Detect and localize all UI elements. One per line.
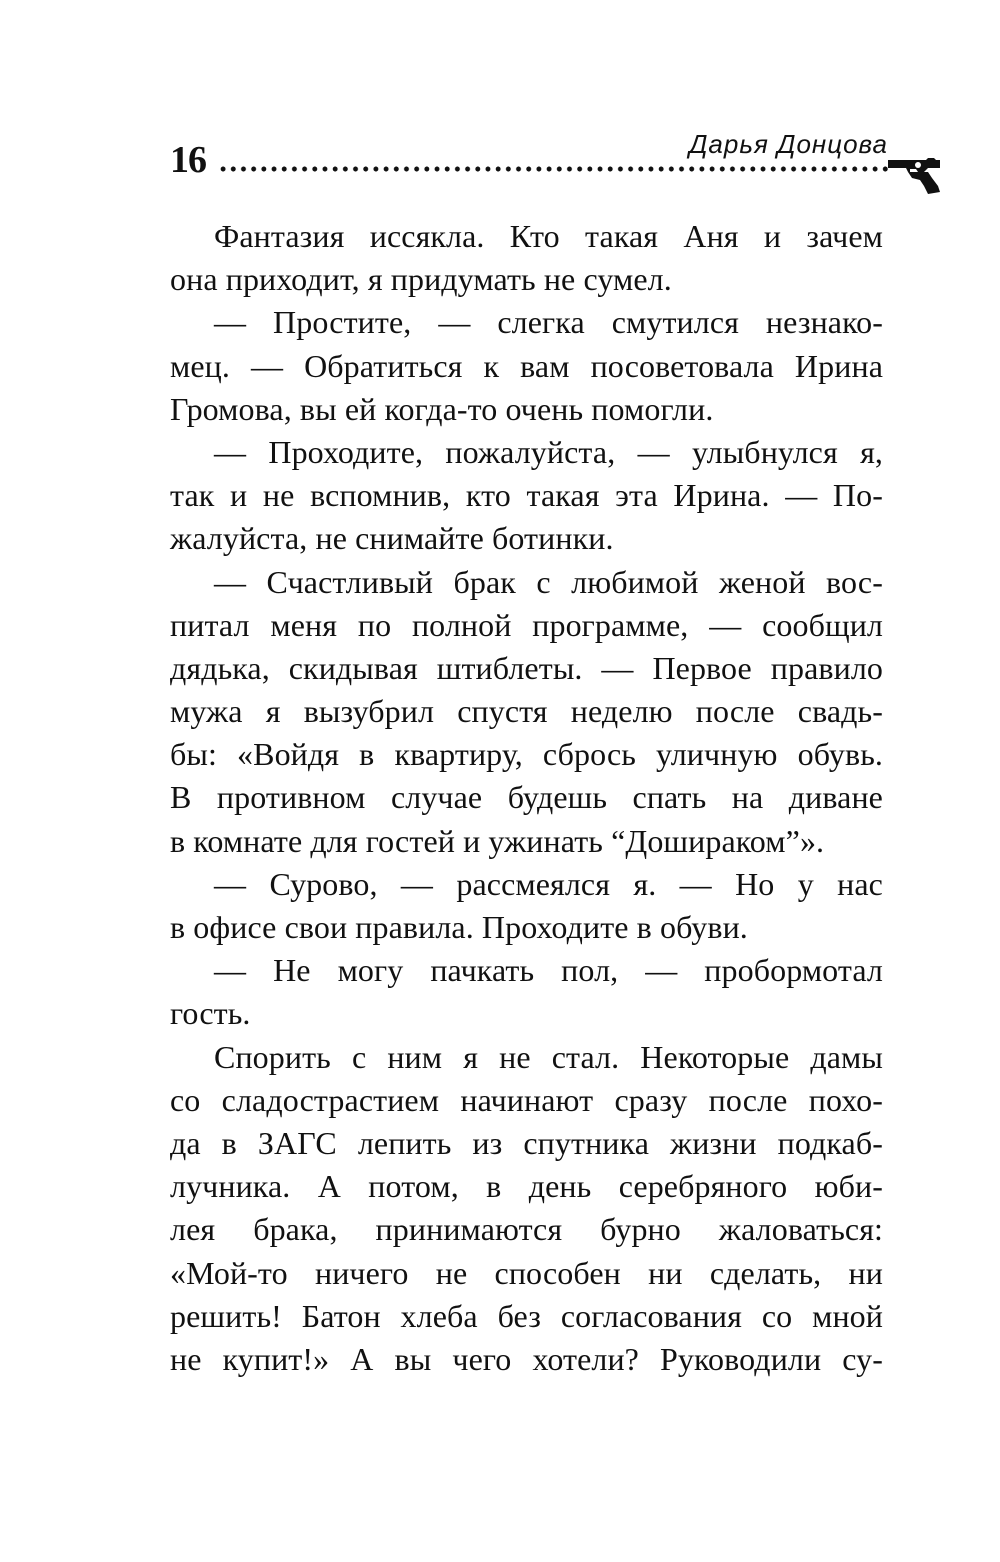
- text-line: в комнате для гостей и ужинать “Дошираком”».: [170, 822, 825, 859]
- text-line: да в ЗАГС лепить из спутника жизни подкаб-: [170, 1124, 883, 1161]
- body-text: [170, 215, 883, 1381]
- text-line: — Сурово, — рассмеялся я. — Но у нас: [214, 865, 883, 902]
- text-line: бы: «Войдя в квартиру, сбрось уличную обувь.: [170, 736, 883, 773]
- text-line: лея брака, принимаются бурно жаловаться:: [170, 1211, 883, 1248]
- text-line: — Не могу пачкать пол, — пробормотал: [214, 952, 883, 989]
- text-line: не купит!» А вы чего хотели? Руководили су-: [170, 1340, 883, 1377]
- text-line: — Простите, — слегка смутился незнако-: [214, 304, 883, 341]
- text-line: так и не вспомнив, кто такая эта Ирина. — По-: [170, 477, 883, 514]
- dotted-leader: [218, 166, 888, 172]
- text-line: — Счастливый брак с любимой женой вос-: [214, 563, 883, 600]
- running-header: [170, 128, 946, 198]
- text-line: Спорить с ним я не стал. Некоторые дамы: [214, 1038, 883, 1075]
- text-line: мужа я вызубрил спустя неделю после свадь-: [170, 693, 883, 730]
- text-line: она приходит, я придумать не сумел.: [170, 261, 672, 298]
- text-line: лучника. А потом, в день серебряного юби-: [170, 1168, 883, 1205]
- text-line: питал меня по полной программе, — сообщил: [170, 606, 883, 643]
- text-line: мец. — Обратиться к вам посоветовала Ирина: [170, 347, 883, 384]
- author-name: Дарья Донцова: [689, 129, 888, 159]
- revolver-icon: [888, 156, 948, 194]
- text-line: «Мой-то ничего не способен ни сделать, ни: [170, 1254, 883, 1291]
- text-line: гость.: [170, 995, 251, 1032]
- text-line: жалуйста, не снимайте ботинки.: [170, 520, 614, 557]
- text-line: Громова, вы ей когда-то очень помогли.: [170, 390, 714, 427]
- text-line: — Проходите, пожалуйста, — улыбнулся я,: [214, 433, 883, 470]
- text-line: Фантазия иссякла. Кто такая Аня и зачем: [214, 218, 883, 254]
- text-line: в офисе свои правила. Проходите в обуви.: [170, 909, 748, 945]
- text-line: дядька, скидывая штиблеты. — Первое правило: [170, 649, 883, 686]
- text-line: решить! Батон хлеба без согласования со мной: [170, 1297, 883, 1334]
- text-line: со сладострастием начинают сразу после похо-: [170, 1081, 883, 1118]
- text-line: В противном случае будешь спать на диване: [170, 779, 883, 816]
- page-number: 16: [170, 139, 206, 181]
